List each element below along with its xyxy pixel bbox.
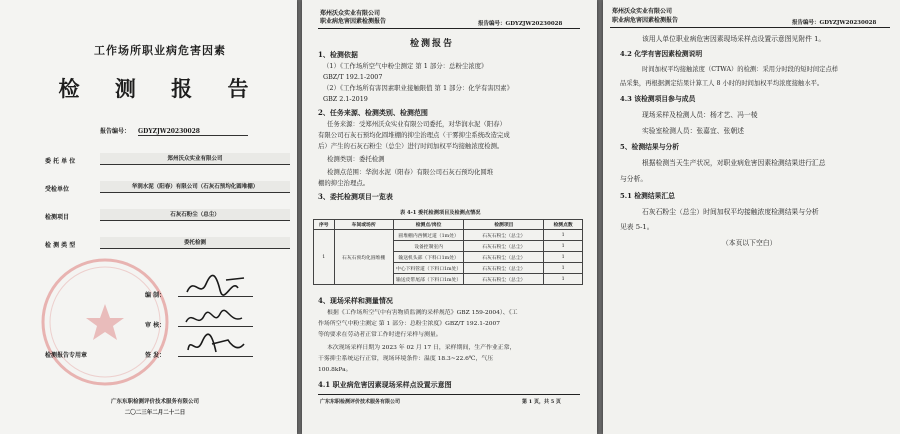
client-row	[45, 156, 223, 165]
cover-footer-org: 广东东职检测评价技术服务有限公司	[110, 399, 199, 405]
table-cell-point: 中心下料管道（下料口1m处）	[393, 263, 464, 274]
field-staff: 现场采样及检测人员：杨才艺、冯一棱	[642, 111, 758, 119]
task-line-5: 检测点范围：华润水泥（阳春）有限公司石灰石预均化圆堆	[327, 168, 494, 176]
section-5-1-heading: 5.1 检测结果汇总	[620, 192, 675, 200]
task-line-1: 任务来源：受郑州沃众实业有限公司委托，对华润水泥（阳春）	[327, 120, 506, 128]
table-cell-point: 输送皮带尾部（下料口1m处）	[393, 274, 464, 285]
report-number-label: 报告编号：	[100, 128, 131, 135]
page3-header-number: 报告编号：GDYZJW20230028	[792, 20, 877, 26]
task-line-3: 后）产生的石灰石粉尘（总尘）进行时间加权平均接触浓度检测。	[318, 142, 504, 150]
table-cell-point: 设备控制室内	[393, 241, 464, 252]
report-number-value: GDYZJW20230028	[138, 128, 248, 136]
table-cell-count: 1	[544, 230, 583, 241]
basis-1-code: GBZ/T 192.1-2007	[323, 73, 383, 81]
table-cell-count: 1	[544, 274, 583, 285]
sampling-line-6: 100.8kPa。	[318, 367, 352, 373]
page2-title: 检测报告	[410, 39, 455, 49]
section-1-heading: 1、检测依据	[318, 50, 358, 59]
table-cell-count: 1	[544, 252, 583, 263]
cover-title: 检 测 报 告	[58, 76, 263, 101]
approver-label: 签 发：	[145, 352, 166, 359]
table-header: 车间或场所	[334, 220, 393, 230]
cover-footer-date: 二〇二三年二月二十二日	[124, 410, 186, 416]
sampling-line-4: 本次现场采样日期为 2023 年 02 月 17 日，采样期间，生产作业正常，	[327, 345, 516, 351]
basis-1: （1）《工作场所空气中粉尘测定 第 1 部分：总粉尘浓度》	[323, 62, 488, 70]
table-cell-item: 石灰石粉尘（总尘）	[464, 252, 544, 263]
page2-header-company: 郑州沃众实业有限公司	[320, 10, 381, 17]
sampling-line-3: 等的要求在劳动者正常工作时进行采样与测量。	[318, 332, 442, 338]
client-value: 郑州沃众实业有限公司	[100, 153, 290, 165]
section-4-2-heading: 4.2 化学有害因素检测说明	[620, 50, 703, 58]
section-5-heading: 5、检测结果与分析	[620, 143, 680, 151]
task-line-4: 检测类别：委托检测	[327, 155, 385, 163]
task-line-2: 有限公司石灰石预均化圆堆棚的抑尘治理点（干雾抑尘系统改造完成	[318, 131, 510, 139]
cover-subtitle: 工作场所职业病危害因素	[94, 44, 226, 57]
table-cell-workshop: 石灰石预均化圆堆棚	[334, 230, 393, 285]
table-cell-count: 1	[544, 241, 583, 252]
type-value: 委托检测	[100, 237, 290, 249]
summary-line-2: 见表 5-1。	[620, 223, 654, 231]
approver-signature	[182, 330, 252, 360]
compiler-label: 编 制：	[145, 292, 166, 299]
table-cell-item: 石灰石粉尘（总尘）	[464, 263, 544, 274]
cover-page	[0, 0, 297, 434]
compiler-signature	[182, 270, 252, 302]
item-label: 检测项目	[45, 214, 70, 221]
table-cell-item: 石灰石粉尘（总尘）	[464, 241, 544, 252]
section-4-3-heading: 4.3 该检测项目参与成员	[620, 95, 696, 103]
summary-line-1: 石灰石粉尘（总尘）时间加权平均接触浓度检测结果与分析	[642, 208, 819, 216]
twa-line-2: 品采集，再根据测定结果计算工人 8 小时的时间加权平均浓度接触水平。	[620, 80, 824, 87]
page2-header-number: 报告编号：GDYZJW20230028	[478, 21, 563, 27]
task-line-6: 棚的抑尘治理点。	[318, 179, 370, 187]
table-cell-item: 石灰石粉尘（总尘）	[464, 230, 544, 241]
site-row	[45, 184, 259, 193]
analysis-line-1: 根据检测当天生产状况，对职业病危害因素检测结果进行汇总	[642, 159, 826, 167]
page2-footer-org: 广东东职检测评价技术服务有限公司	[320, 399, 401, 405]
table-row	[314, 230, 583, 241]
sampling-line-2: 作场所空气中粉尘测定 第 1 部分：总粉尘浓度》GBZ/T 192.1-2007	[318, 321, 500, 327]
reviewer-label: 审 核：	[145, 322, 166, 329]
site-label: 受检单位	[45, 186, 70, 193]
blank-notice: （本页以下空白）	[722, 239, 777, 247]
page3-header-rule	[610, 27, 890, 28]
sampling-line-1: 根据《工作场所空气中有害物质监测的采样规范》GBZ 159-2004）、《工	[327, 310, 518, 316]
section-2-heading: 2、任务来源、检测类别、检测范围	[318, 108, 428, 117]
reviewer-signature	[182, 306, 252, 330]
analysis-line-2: 与分析。	[620, 175, 648, 183]
site-value: 华润水泥（阳春）有限公司（石灰石预均化圆堆棚）	[100, 181, 290, 193]
section-4-1-heading: 4.1 职业病危害因素现场采样点设置示意图	[318, 380, 452, 389]
type-row	[45, 240, 206, 249]
sampling-line-5: 干雾抑尘系统运行正常，现场环境条件：温度 18.3~22.6℃，气压	[318, 356, 494, 362]
table-cell-count: 1	[544, 263, 583, 274]
table-header: 序号	[314, 220, 335, 230]
page3-header-company: 郑州沃众实业有限公司	[612, 8, 673, 15]
table-cell-point: 圆堆棚内西侧过道（1m处）	[393, 230, 464, 241]
section-3-heading: 3、委托检测项目一览表	[318, 192, 393, 201]
type-label: 检 测 类 型	[45, 242, 76, 249]
item-value: 石灰石粉尘（总尘）	[100, 209, 290, 221]
lab-staff: 实验室检测人员：张嘉宜、张朝述	[642, 127, 744, 135]
table-caption: 表 4-1 委托检测项目及检测点情况	[400, 210, 481, 216]
figure-reference: 该用人单位职业病危害因素现场采样点设置示意图见附件 1。	[642, 35, 826, 43]
client-label: 委 托 单 位	[45, 158, 76, 165]
seal-label: 检测报告专用章	[45, 352, 88, 359]
page2-header-doc: 职业病危害因素检测报告	[320, 18, 387, 25]
page3-header-doc: 职业病危害因素检测报告	[612, 17, 679, 24]
section-4-heading: 4、现场采样和测量情况	[318, 296, 393, 305]
page2-footer-page: 第 1 页，共 5 页	[522, 399, 561, 405]
table-cell-item: 石灰石粉尘（总尘）	[464, 274, 544, 285]
twa-line-1: 时间加权平均接触浓度（CTWA）的检测：采用分时段的短时间定点样	[642, 66, 839, 73]
item-row	[45, 212, 220, 221]
report-number	[100, 126, 248, 136]
basis-2: （2）《工作场所有害因素职业接触限值 第 1 部分：化学有害因素》	[323, 84, 513, 92]
table-cell-point: 输送机头部（下料口1m处）	[393, 252, 464, 263]
table-cell-no: 1	[314, 230, 335, 285]
table-header: 检测点数	[544, 220, 583, 230]
table-header-row	[314, 220, 583, 230]
items-table	[313, 219, 583, 285]
basis-2-code: GBZ 2.1-2019	[323, 95, 368, 103]
table-header: 检测项目	[464, 220, 544, 230]
table-header: 检测点/岗位	[393, 220, 464, 230]
page2-header-rule	[318, 28, 580, 29]
page2-footer-rule	[318, 394, 580, 395]
